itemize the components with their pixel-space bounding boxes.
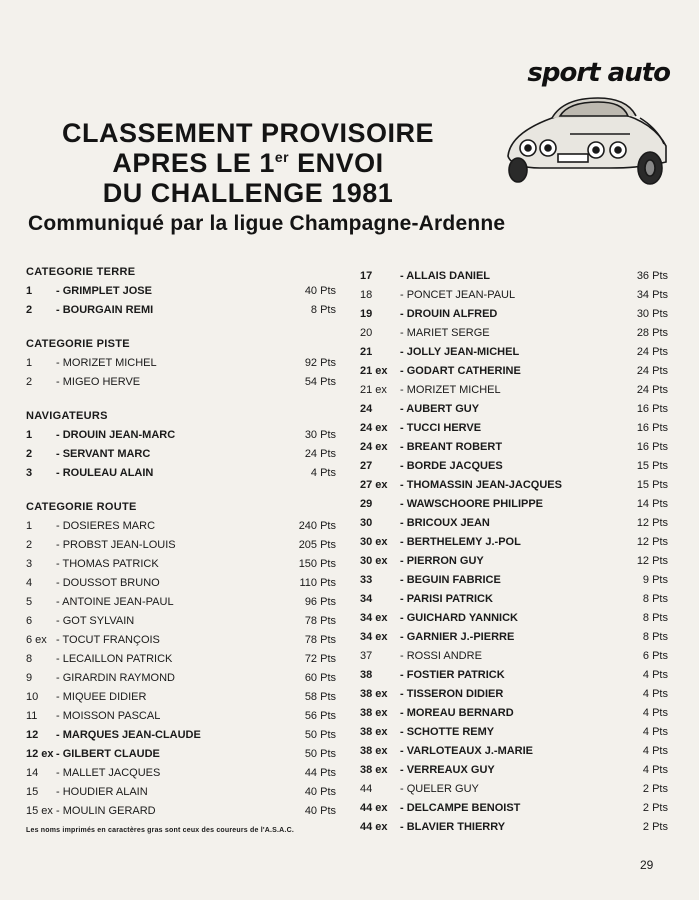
- ranking-row: [360, 780, 668, 799]
- ranking-row: [26, 726, 336, 745]
- category-list-route: [26, 517, 336, 821]
- rank-cell: 37: [360, 650, 373, 662]
- name-cell: - DROUIN ALFRED: [400, 308, 498, 320]
- rank-cell: 3: [26, 467, 33, 479]
- rank-cell: 11: [26, 710, 38, 722]
- ranking-row: [360, 324, 668, 343]
- points-cell: 24 Pts: [636, 346, 668, 358]
- name-cell: - BOURGAIN REMI: [56, 304, 154, 316]
- name-cell: - GIRARDIN RAYMOND: [56, 672, 175, 684]
- name-cell: - TUCCI HERVE: [400, 422, 482, 434]
- category-list-navigateurs: [26, 426, 336, 483]
- rank-cell: 2: [26, 376, 33, 388]
- ranking-row: [26, 517, 336, 536]
- name-cell: - TOCUT FRANÇOIS: [56, 634, 160, 646]
- ranking-row: [360, 438, 668, 457]
- rank-cell: 24 ex: [360, 441, 388, 453]
- rank-cell: 15 ex: [26, 805, 53, 817]
- name-cell: - LECAILLON PATRICK: [56, 653, 173, 665]
- points-cell: 4 Pts: [642, 764, 668, 776]
- name-cell: - BORDE JACQUES: [400, 460, 503, 472]
- category-title-route: CATEGORIE ROUTE: [26, 501, 137, 513]
- ranking-row: [360, 267, 668, 286]
- ranking-row: [26, 445, 336, 464]
- points-cell: 54 Pts: [304, 376, 336, 388]
- points-cell: 15 Pts: [636, 479, 668, 491]
- right-column: [360, 267, 668, 837]
- name-cell: - BLAVIER THIERRY: [400, 821, 506, 833]
- points-cell: 28 Pts: [636, 327, 668, 339]
- show-through: [440, 60, 449, 99]
- points-cell: 4 Pts: [642, 707, 668, 719]
- ranking-row: [360, 628, 668, 647]
- ranking-row: [26, 745, 336, 764]
- rank-cell: 1: [26, 429, 33, 441]
- name-cell: - MOULIN GERARD: [56, 805, 156, 817]
- ranking-row: [360, 799, 668, 818]
- ranking-row: [360, 514, 668, 533]
- ranking-row: [26, 555, 336, 574]
- rank-cell: 12: [26, 729, 39, 741]
- rank-cell: 33: [360, 574, 373, 586]
- ranking-row: [360, 362, 668, 381]
- points-cell: 4 Pts: [642, 745, 668, 757]
- name-cell: - MALLET JACQUES: [56, 767, 161, 779]
- ranking-row: [26, 764, 336, 783]
- category-list-piste: [26, 354, 336, 392]
- points-cell: 9 Pts: [642, 574, 668, 586]
- ranking-row: [26, 464, 336, 483]
- name-cell: - MARQUES JEAN-CLAUDE: [56, 729, 201, 741]
- name-cell: - PONCET JEAN-PAUL: [400, 289, 516, 301]
- points-cell: 14 Pts: [636, 498, 668, 510]
- ranking-row: [360, 533, 668, 552]
- ranking-row: [26, 688, 336, 707]
- ranking-row: [360, 723, 668, 742]
- rank-cell: 34 ex: [360, 612, 388, 624]
- rank-cell: 34 ex: [360, 631, 388, 643]
- name-cell: - MOISSON PASCAL: [56, 710, 161, 722]
- ranking-row: [360, 457, 668, 476]
- points-cell: 24 Pts: [636, 365, 668, 377]
- rank-cell: 38 ex: [360, 688, 388, 700]
- points-cell: 34 Pts: [636, 289, 668, 301]
- page-number: 29: [640, 858, 654, 872]
- points-cell: 8 Pts: [642, 593, 668, 605]
- name-cell: - GUICHARD YANNICK: [400, 612, 518, 624]
- points-cell: 240 Pts: [298, 520, 336, 532]
- name-cell: - HOUDIER ALAIN: [56, 786, 148, 798]
- name-cell: - FOSTIER PATRICK: [400, 669, 505, 681]
- name-cell: - BREANT ROBERT: [400, 441, 503, 453]
- points-cell: 50 Pts: [304, 748, 336, 760]
- points-cell: 24 Pts: [304, 448, 336, 460]
- rank-cell: 20: [360, 327, 373, 339]
- name-cell: - QUELER GUY: [400, 783, 479, 795]
- name-cell: - WAWSCHOORE PHILIPPE: [400, 498, 544, 510]
- ranking-row: [360, 590, 668, 609]
- points-cell: 16 Pts: [636, 422, 668, 434]
- name-cell: - SCHOTTE REMY: [400, 726, 495, 738]
- ranking-row: [360, 704, 668, 723]
- points-cell: 30 Pts: [304, 429, 336, 441]
- ranking-row: [360, 476, 668, 495]
- points-cell: 205 Pts: [298, 539, 336, 551]
- ranking-row: [360, 305, 668, 324]
- category-title-navigateurs: NAVIGATEURS: [26, 410, 108, 422]
- rank-cell: 17: [360, 270, 373, 282]
- ranking-row: [360, 571, 668, 590]
- rank-cell: 8: [26, 653, 33, 665]
- rank-cell: 2: [26, 304, 33, 316]
- points-cell: 36 Pts: [636, 270, 668, 282]
- main-title: [18, 118, 478, 208]
- rank-cell: 4: [26, 577, 33, 589]
- name-cell: - MORIZET MICHEL: [400, 384, 501, 396]
- points-cell: 12 Pts: [636, 536, 668, 548]
- name-cell: - GODART CATHERINE: [400, 365, 521, 377]
- ranking-row: [26, 631, 336, 650]
- ranking-row: [26, 354, 336, 373]
- rank-cell: 10: [26, 691, 39, 703]
- rank-cell: 14: [26, 767, 39, 779]
- title-line-1: CLASSEMENT PROVISOIRE: [61, 118, 435, 148]
- rank-cell: 21 ex: [360, 365, 388, 377]
- left-column: [26, 262, 336, 821]
- name-cell: - MORIZET MICHEL: [56, 357, 157, 369]
- name-cell: - GILBERT CLAUDE: [56, 748, 160, 760]
- points-cell: 24 Pts: [636, 384, 668, 396]
- rank-cell: 44 ex: [360, 821, 388, 833]
- rank-cell: 44: [360, 783, 373, 795]
- points-cell: 78 Pts: [304, 615, 336, 627]
- name-cell: - ANTOINE JEAN-PAUL: [56, 596, 174, 608]
- points-cell: 40 Pts: [304, 805, 336, 817]
- footnote: Les noms imprimés en caractères gras sont ceux des coureurs de l'A.S.A.C.: [26, 827, 294, 834]
- ranking-row: [26, 650, 336, 669]
- rank-cell: 1: [26, 357, 33, 369]
- name-cell: - SERVANT MARC: [56, 448, 151, 460]
- category-title-piste: CATEGORIE PISTE: [26, 338, 130, 350]
- points-cell: 2 Pts: [642, 821, 668, 833]
- rank-cell: 38 ex: [360, 764, 388, 776]
- ranking-row: [360, 286, 668, 305]
- rank-cell: 30 ex: [360, 555, 388, 567]
- points-cell: 16 Pts: [636, 403, 668, 415]
- rank-cell: 21: [360, 346, 373, 358]
- points-cell: 96 Pts: [304, 596, 336, 608]
- rank-cell: 38 ex: [360, 707, 388, 719]
- ranking-row: [26, 536, 336, 555]
- points-cell: 8 Pts: [642, 612, 668, 624]
- ranking-row: [360, 381, 668, 400]
- rank-cell: 38 ex: [360, 726, 388, 738]
- name-cell: - TISSERON DIDIER: [400, 688, 504, 700]
- category-list-terre: [26, 282, 336, 320]
- ranking-row: [360, 552, 668, 571]
- points-cell: 12 Pts: [636, 555, 668, 567]
- points-cell: 40 Pts: [304, 786, 336, 798]
- points-cell: 4 Pts: [642, 669, 668, 681]
- name-cell: - THOMAS PATRICK: [56, 558, 159, 570]
- rank-cell: 34: [360, 593, 373, 605]
- points-cell: 6 Pts: [642, 650, 668, 662]
- rank-cell: 24: [360, 403, 373, 415]
- name-cell: - GOT SYLVAIN: [56, 615, 135, 627]
- points-cell: 2 Pts: [642, 783, 668, 795]
- rank-cell: 29: [360, 498, 373, 510]
- points-cell: 60 Pts: [304, 672, 336, 684]
- points-cell: 56 Pts: [304, 710, 336, 722]
- ranking-row: [26, 707, 336, 726]
- rank-cell: 27: [360, 460, 373, 472]
- ranking-row: [360, 419, 668, 438]
- ranking-row: [360, 666, 668, 685]
- title-line-2: APRES LE 1er ENVOI: [112, 148, 384, 178]
- rank-cell: 18: [360, 289, 373, 301]
- points-cell: 58 Pts: [304, 691, 336, 703]
- points-cell: 4 Pts: [642, 688, 668, 700]
- title-line-3: DU CHALLENGE 1981: [102, 178, 394, 208]
- points-cell: 50 Pts: [304, 729, 336, 741]
- ranking-row: [360, 609, 668, 628]
- category-title-terre: CATEGORIE TERRE: [26, 266, 136, 278]
- name-cell: - VARLOTEAUX J.-MARIE: [400, 745, 534, 757]
- name-cell: - MIGEO HERVE: [56, 376, 141, 388]
- ranking-row: [26, 783, 336, 802]
- name-cell: - MIQUEE DIDIER: [56, 691, 147, 703]
- rank-cell: 5: [26, 596, 33, 608]
- ranking-row: [26, 612, 336, 631]
- rank-cell: 6 ex: [26, 634, 47, 646]
- ranking-row: [360, 742, 668, 761]
- rank-cell: 6: [26, 615, 33, 627]
- name-cell: - VERREAUX GUY: [400, 764, 495, 776]
- name-cell: - GRIMPLET JOSE: [56, 285, 152, 297]
- points-cell: 12 Pts: [636, 517, 668, 529]
- name-cell: - MOREAU BERNARD: [400, 707, 514, 719]
- name-cell: - BERTHELEMY J.-POL: [400, 536, 521, 548]
- ranking-row: [26, 593, 336, 612]
- points-cell: 40 Pts: [304, 285, 336, 297]
- name-cell: - PROBST JEAN-LOUIS: [56, 539, 176, 551]
- rank-cell: 38: [360, 669, 373, 681]
- ranking-row: [26, 669, 336, 688]
- points-cell: 4 Pts: [642, 726, 668, 738]
- name-cell: - GARNIER J.-PIERRE: [400, 631, 515, 643]
- sport-auto-logo: sport auto: [527, 58, 670, 88]
- points-cell: 78 Pts: [304, 634, 336, 646]
- rank-cell: 19: [360, 308, 373, 320]
- points-cell: 92 Pts: [304, 357, 336, 369]
- ranking-row: [360, 685, 668, 704]
- name-cell: - BRICOUX JEAN: [400, 517, 490, 529]
- points-cell: 44 Pts: [304, 767, 336, 779]
- route-list-continued: [360, 267, 668, 837]
- name-cell: - ALLAIS DANIEL: [400, 270, 491, 282]
- ranking-row: [360, 818, 668, 837]
- rank-cell: 27 ex: [360, 479, 388, 491]
- rank-cell: 30 ex: [360, 536, 388, 548]
- rank-cell: 2: [26, 539, 33, 551]
- points-cell: 30 Pts: [636, 308, 668, 320]
- rank-cell: 2: [26, 448, 33, 460]
- ranking-row: [360, 400, 668, 419]
- points-cell: 4 Pts: [310, 467, 336, 479]
- points-cell: 8 Pts: [310, 304, 336, 316]
- rank-cell: 1: [26, 520, 33, 532]
- name-cell: - DELCAMPE BENOIST: [400, 802, 521, 814]
- points-cell: 150 Pts: [298, 558, 336, 570]
- rank-cell: 44 ex: [360, 802, 388, 814]
- ranking-row: [26, 301, 336, 320]
- name-cell: - JOLLY JEAN-MICHEL: [400, 346, 520, 358]
- name-cell: - DROUIN JEAN-MARC: [56, 429, 176, 441]
- rally-car-illustration: [500, 88, 672, 188]
- points-cell: 110 Pts: [299, 577, 336, 589]
- ranking-row: [360, 647, 668, 666]
- rank-cell: 38 ex: [360, 745, 388, 757]
- rank-cell: 15: [26, 786, 39, 798]
- rank-cell: 30: [360, 517, 373, 529]
- name-cell: - ROULEAU ALAIN: [56, 467, 154, 479]
- rank-cell: 9: [26, 672, 33, 684]
- points-cell: 15 Pts: [636, 460, 668, 472]
- name-cell: - DOSIERES MARC: [56, 520, 156, 532]
- ranking-row: [26, 282, 336, 301]
- rank-cell: 1: [26, 285, 33, 297]
- name-cell: - MARIET SERGE: [400, 327, 490, 339]
- rank-cell: 3: [26, 558, 33, 570]
- name-cell: - AUBERT GUY: [400, 403, 480, 415]
- points-cell: 72 Pts: [304, 653, 336, 665]
- name-cell: - PARISI PATRICK: [400, 593, 493, 605]
- points-cell: 8 Pts: [642, 631, 668, 643]
- rank-cell: 21 ex: [360, 384, 387, 396]
- rank-cell: 24 ex: [360, 422, 388, 434]
- name-cell: - BEGUIN FABRICE: [400, 574, 501, 586]
- ranking-row: [26, 373, 336, 392]
- points-cell: 2 Pts: [642, 802, 668, 814]
- ranking-row: [360, 495, 668, 514]
- subtitle: Communiqué par la ligue Champagne-Ardenne: [28, 212, 506, 235]
- points-cell: 16 Pts: [636, 441, 668, 453]
- name-cell: - ROSSI ANDRE: [400, 650, 482, 662]
- name-cell: - THOMASSIN JEAN-JACQUES: [400, 479, 562, 491]
- ranking-row: [26, 426, 336, 445]
- ranking-row: [360, 761, 668, 780]
- name-cell: - PIERRON GUY: [400, 555, 484, 567]
- rank-cell: 12 ex: [26, 748, 54, 760]
- ranking-row: [360, 343, 668, 362]
- name-cell: - DOUSSOT BRUNO: [56, 577, 160, 589]
- ranking-row: [26, 802, 336, 821]
- ranking-row: [26, 574, 336, 593]
